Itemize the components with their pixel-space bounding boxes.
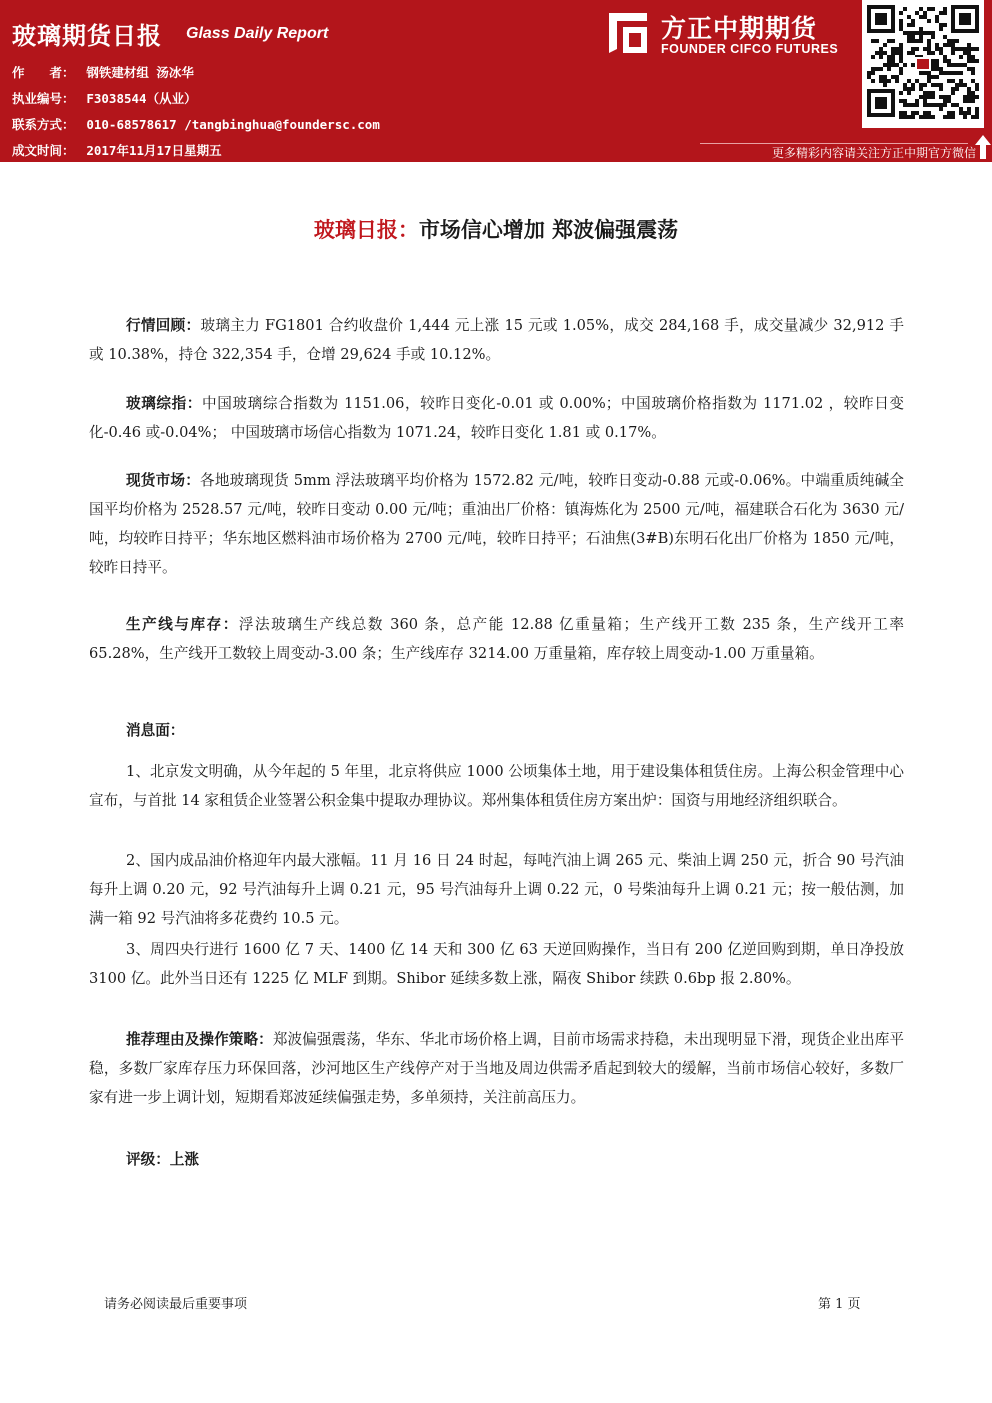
section-text: 2、国内成品油价格迎年内最大涨幅。11 月 16 日 24 时起，每吨汽油上调 265 元、柴油上调 250 元，折合 90 号汽油每升上调 0.20 元，92 号汽油每升上调 0.21 元，95 号汽油每升上调 0.22 元，0 号柴油每升上调 0.21 元；按一般估测，加满一箱 92 号汽油将多花费约 10.5 元。 — [89, 852, 904, 927]
up-arrow-icon — [974, 134, 992, 160]
section-text: 郑波偏强震荡，华东、华北市场价格上调，目前市场需求持稳，未出现明显下滑，现货企业出库平稳，多数厂家库存压力环保回落，沙河地区生产线停产对于当地及周边供需矛盾起到较大的缓解，当前市场信心较好，多数厂家有进一步上调计划，短期看郑波延续偏强走势，多单须持，关注前高压力。 — [89, 1031, 904, 1106]
section-label: 行情回顾： — [126, 317, 201, 334]
meta-contact-label: 联系方式： — [12, 117, 75, 132]
section-spot-market — [89, 466, 904, 582]
section-label: 推荐理由及操作策略： — [126, 1031, 273, 1048]
report-subtitle: Glass Daily Report — [186, 25, 329, 42]
section-text: 浮法玻璃生产线总数 360 条，总产能 12.88 亿重量箱；生产线开工数 235 条，生产线开工率 65.28%，生产线开工数较上周变动-3.00 条；生产线库存 3214.00 万重量箱，库存较上周变动-1.00 万重量箱。 — [89, 616, 904, 662]
follow-wechat-text: 更多精彩内容请关注方正中期官方微信 — [771, 146, 976, 160]
brand-name-cn: 方正中期期货 — [661, 14, 818, 43]
section-label: 现货市场： — [126, 472, 201, 489]
founder-logo-icon — [603, 9, 653, 57]
report-title: 玻璃期货日报 — [12, 22, 162, 50]
meta-license-label: 执业编号： — [12, 91, 75, 106]
brand-name-en: FOUNDER CIFCO FUTURES — [661, 42, 839, 56]
section-production-inventory — [89, 610, 904, 668]
news-item-2 — [89, 846, 904, 933]
section-text: 上涨 — [169, 1151, 199, 1168]
qr-code — [862, 0, 984, 128]
section-strategy — [89, 1025, 904, 1112]
section-text: 1、北京发文明确，从今年起的 5 年里，北京将供应 1000 公顷集体土地，用于建设集体租赁住房。上海公积金管理中心宣布，与首批 14 家租赁企业签署公积金集中提取办理协议。郑州集体租赁住房方案出炉：国资与用地经济组织联合。 — [89, 763, 904, 809]
meta-date — [12, 141, 222, 161]
section-label: 消息面： — [126, 722, 185, 739]
section-news-heading — [89, 716, 904, 745]
article-title-main: 市场信心增加 郑波偏强震荡 — [418, 218, 679, 242]
section-label: 生产线与库存： — [126, 616, 239, 633]
section-label: 玻璃综指： — [126, 395, 203, 412]
news-item-3 — [89, 935, 904, 993]
section-text: 中国玻璃综合指数为 1151.06，较昨日变化-0.01 或 0.00%；中国玻璃价格指数为 1171.02 ，较昨日变化-0.46 或-0.04%； 中国玻璃市场信心指数为 1071.24，较昨日变化 1.81 或 0.17%。 — [89, 395, 904, 441]
meta-author-label: 作 者： — [12, 65, 75, 80]
section-glass-index — [89, 389, 904, 447]
meta-license — [12, 89, 197, 109]
meta-license-value: F3038544（从业） — [86, 91, 197, 106]
brand — [603, 7, 858, 59]
news-item-1 — [89, 757, 904, 815]
qr-code-icon — [867, 5, 979, 123]
section-rating — [89, 1145, 904, 1174]
section-text: 各地玻璃现货 5mm 浮法玻璃平均价格为 1572.82 元/吨，较昨日变动-0.88 元或-0.06%。中端重质纯碱全国平均价格为 2528.57 元/吨，较昨日变动 0.00 元/吨；重油出厂价格：镇海炼化为 2500 元/吨，福建联合石化为 3630 元/吨，均较昨日持平；华东地区燃料油市场价格为 2700 元/吨，较昨日持平；石油焦(3#B)东明石化出厂价格为 1850 元/吨，较昨日持平。 — [89, 472, 904, 576]
meta-contact-value[interactable]: 010-68578617 /tangbinghua@foundersc.com — [86, 117, 380, 132]
meta-author — [12, 63, 194, 83]
meta-date-value: 2017年11月17日星期五 — [86, 143, 222, 158]
footer-notice: 请务必阅读最后重要事项 — [104, 1297, 248, 1312]
meta-author-value: 钢铁建材组 汤冰华 — [86, 65, 194, 80]
section-text: 3、周四央行进行 1600 亿 7 天、1400 亿 14 天和 300 亿 63 天逆回购操作，当日有 200 亿逆回购到期，单日净投放 3100 亿。此外当日还有 1225 亿 MLF 到期。Shibor 延续多数上涨，隔夜 Shibor 续跌 0.6bp 报 2.80%。 — [89, 941, 904, 987]
section-market-review — [89, 311, 904, 369]
footer-page-number: 第 1 页 — [818, 1297, 861, 1312]
section-label: 评级： — [126, 1151, 170, 1168]
article-title-prefix: 玻璃日报： — [313, 218, 419, 242]
article-title — [0, 214, 992, 244]
meta-date-label: 成文时间： — [12, 143, 75, 158]
report-header — [0, 0, 992, 162]
meta-contact — [12, 115, 380, 135]
section-text: 玻璃主力 FG1801 合约收盘价 1,444 元上涨 15 元或 1.05%，成交 284,168 手，成交量减少 32,912 手或 10.38%，持仓 322,354 手，仓增 29,624 手或 10.12%。 — [89, 317, 904, 363]
